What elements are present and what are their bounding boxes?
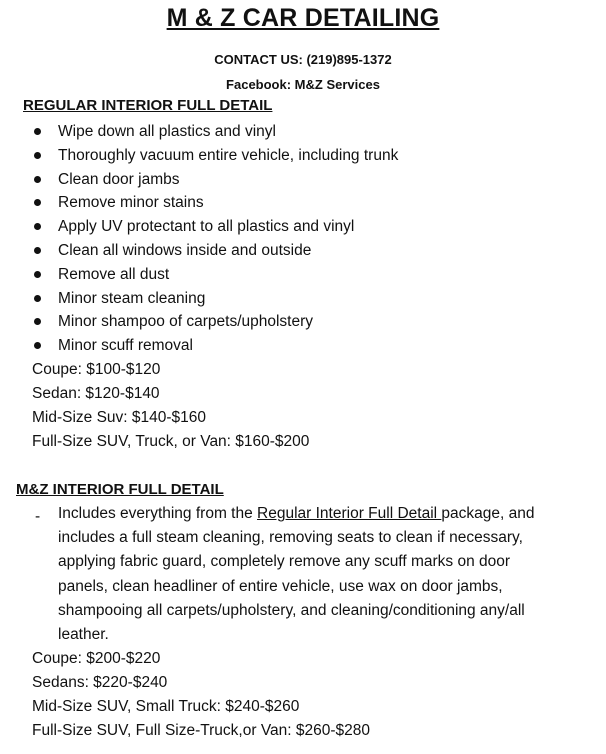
page-title: M & Z CAR DETAILING xyxy=(166,4,440,32)
mz-price-list xyxy=(32,647,370,743)
bullet-icon xyxy=(34,295,41,302)
description-line: applying fabric guard, completely remove any scuff marks on door xyxy=(58,553,511,571)
document-page: M & Z CAR DETAILING CONTACT US: (219)895-1372 Facebook: M&Z Services REGULAR INTERIOR FULL DETAIL Wipe down all plastics and vinyl Thoroughly vacuum entire vehicle, including trunk Clean door jambs Remove minor stains Apply UV protectant to all plastics and vinyl Clean all windows inside and outside Remove all dust Minor steam cleaning Minor shampoo of carpets/upholstery Minor scuff removal Coupe: $100-$120 Sedan: $120-$140 Mid-Size Suv: $140-$160 Full-Size SUV, Truck, or Van: $160-$200 M&Z INTERIOR FULL DETAIL - Includes everything from the Regular Interior Full Detail package, and includes a full steam cleaning, removing seats to clean if necessary, applying fabric guard, completely remove any scuff marks on door panels, clean headliner of entire vehicle, use wax on door jambs, shampooing all carpets/upholstery, and cleaning/conditioning any/all leather. Coupe: $200-$220 Sedans: $220-$240 Mid-Size SUV, Small Truck: $240-$260 Full-Size SUV, Full Size-Truck,or Van: $260-$280 xyxy=(0,0,606,754)
dash-marker: - xyxy=(35,508,41,525)
bullet-icon xyxy=(34,271,41,278)
bullet-icon xyxy=(34,152,41,159)
bullet-icon xyxy=(34,199,41,206)
description-line: panels, clean headliner of entire vehicle, use wax on door jambs, xyxy=(58,577,503,595)
facebook-line: Facebook: M&Z Services xyxy=(226,77,380,92)
bullet-icon xyxy=(34,128,41,135)
price-row: Full-Size SUV, Truck, or Van: $160-$200 xyxy=(32,433,310,450)
bullet-icon xyxy=(34,342,41,349)
regular-detail-reference: Regular Interior Full Detail xyxy=(257,505,442,522)
mz-description xyxy=(58,502,598,647)
bullet-icon xyxy=(34,318,41,325)
description-line: Includes everything from the Regular Interior Full Detail package, and xyxy=(58,505,535,522)
price-row: Coupe: $100-$120 xyxy=(32,361,161,378)
mz-detail-heading: M&Z INTERIOR FULL DETAIL xyxy=(16,481,224,498)
description-line: shampooing all carpets/upholstery, and cleaning/conditioning any/all xyxy=(58,601,525,619)
regular-detail-heading: REGULAR INTERIOR FULL DETAIL xyxy=(23,97,273,114)
description-line: includes a full steam cleaning, removing seats to clean if necessary, xyxy=(58,529,523,547)
price-row: Mid-Size Suv: $140-$160 xyxy=(32,409,207,426)
description-line: leather. xyxy=(58,625,109,643)
regular-price-list xyxy=(32,358,309,454)
bullet-icon xyxy=(34,223,41,230)
price-row: Sedan: $120-$140 xyxy=(32,385,160,402)
bullet-icon xyxy=(34,247,41,254)
price-row: Full-Size SUV, Full Size-Truck,or Van: $260-$280 xyxy=(32,722,370,739)
contact-line: CONTACT US: (219)895-1372 xyxy=(214,52,392,67)
bullet-icon xyxy=(34,176,41,183)
price-row: Sedans: $220-$240 xyxy=(32,674,168,691)
price-row: Mid-Size SUV, Small Truck: $240-$260 xyxy=(32,698,300,715)
price-row: Coupe: $200-$220 xyxy=(32,650,161,667)
